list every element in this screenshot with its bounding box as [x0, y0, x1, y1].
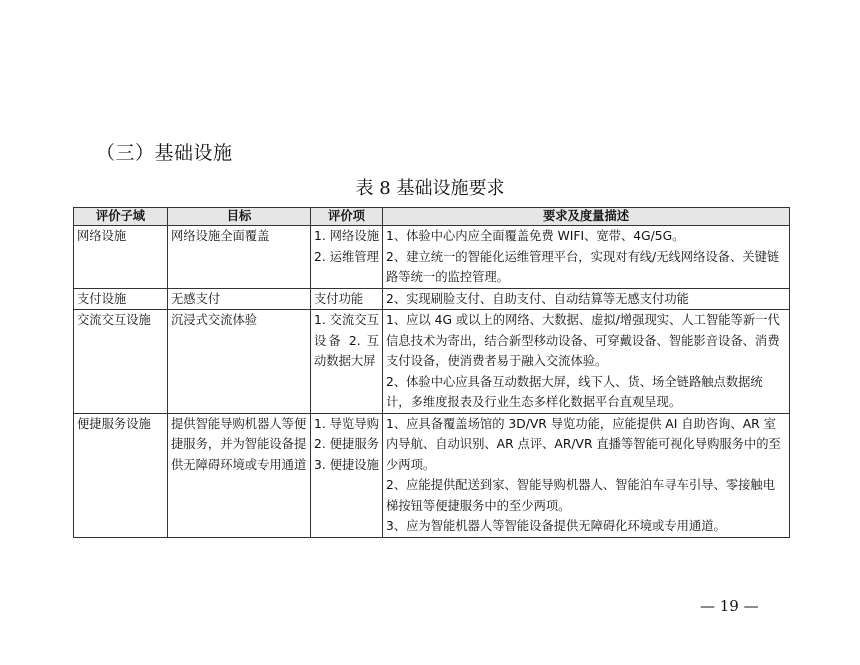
- header-domain: 评价子域: [74, 208, 168, 226]
- table-row: [74, 310, 790, 414]
- row-domain: 网络设施: [74, 226, 168, 289]
- row-goal: 沉浸式交流体验: [168, 310, 311, 414]
- requirements-table: [73, 207, 790, 538]
- page-number: — 19 —: [700, 597, 759, 615]
- desc-line: 1、应具备覆盖场馆的 3D/VR 导览功能，应能提供 AI 自助咨询、AR 室内导航、自动识别、AR 点评、AR/VR 直播等智能可视化导购服务中的至少两项。: [386, 416, 781, 472]
- table-header-row: [74, 208, 790, 226]
- row-item: 支付功能: [311, 288, 383, 310]
- row-desc: [383, 226, 790, 289]
- row-desc: [383, 413, 790, 537]
- desc-line: 2、体验中心应具备互动数据大屏，线下人、货、场全链路触点数据统计，多维度报表及行业生态多样化数据平台直观呈现。: [386, 374, 763, 409]
- desc-line: 1、体验中心内应全面覆盖免费 WIFI、宽带、4G/5G。: [386, 229, 685, 243]
- desc-line: 2、建立统一的智能化运维管理平台，实现对有线/无线网络设备、关键链路等统一的监控管理。: [386, 249, 780, 284]
- desc-line: 1、应以 4G 或以上的网络、大数据、虚拟/增强现实、人工智能等新一代信息技术为寄出，结合新型移动设备、可穿戴设备、智能影音设备、消费支付设备，使消费者易于融入交流体验。: [386, 313, 780, 368]
- row-goal: 提供智能导购机器人等便捷服务，并为智能设备提供无障碍环境或专用通道: [168, 413, 311, 537]
- row-goal: 网络设施全面覆盖: [168, 226, 311, 289]
- row-domain: 交流交互设施: [74, 310, 168, 414]
- header-desc: 要求及度量描述: [383, 208, 790, 226]
- row-item: 1. 网络设施 2. 运维管理: [311, 226, 383, 289]
- desc-line: 3、应为智能机器人等智能设备提供无障碍化环境或专用通道。: [386, 519, 726, 533]
- desc-line: 2、应能提供配送到家、智能导购机器人、智能泊车寻车引导、零接触电梯按钮等便捷服务中的至少两项。: [386, 478, 776, 513]
- row-item: 1. 交流交互设备 2. 互动数据大屏: [311, 310, 383, 414]
- table-row: [74, 413, 790, 537]
- desc-line: 2、实现刷脸支付、自助支付、自动结算等无感支付功能: [386, 291, 689, 306]
- header-item: 评价项: [311, 208, 383, 226]
- header-goal: 目标: [168, 208, 311, 226]
- row-domain: 支付设施: [74, 288, 168, 310]
- table-caption: 表 8 基础设施要求: [355, 178, 505, 199]
- row-domain: 便捷服务设施: [74, 413, 168, 537]
- row-item: 1. 导览导购 2. 便捷服务 3. 便捷设施: [311, 413, 383, 537]
- row-desc: [383, 310, 790, 414]
- section-title: （三）基础设施: [96, 142, 233, 164]
- table-row: [74, 288, 790, 310]
- table-row: [74, 226, 790, 289]
- row-goal: 无感支付: [168, 288, 311, 310]
- row-desc: [383, 288, 790, 310]
